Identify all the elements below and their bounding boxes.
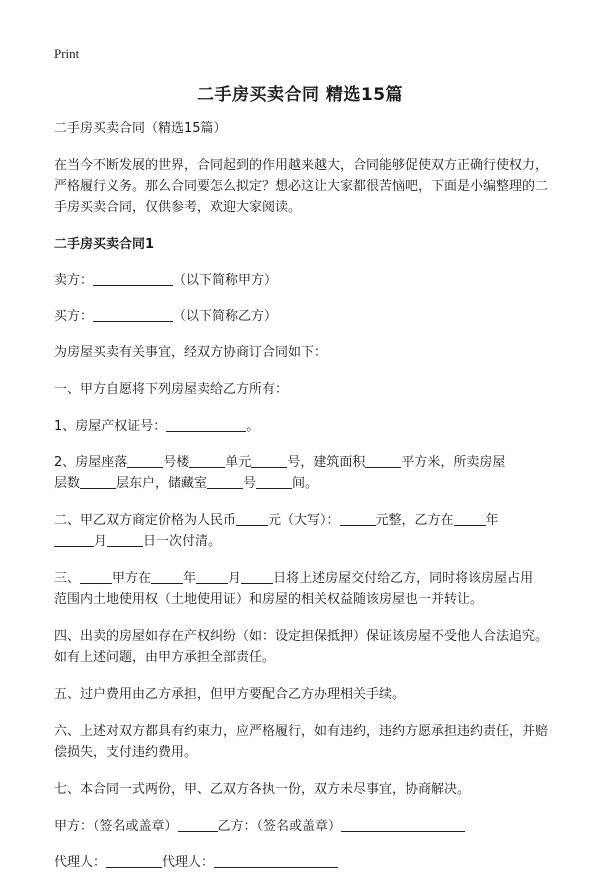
price-words-blank [340,512,376,526]
party-a-sign-label: 甲方：（签名或盖章） [54,819,178,834]
clause-1-item-2-text: 平方米，所卖房屋 [401,455,506,470]
seller-blank [93,272,173,286]
floors-blank [80,475,116,489]
rooms-blank [256,475,292,489]
clause-3-text: 年 [183,571,197,586]
clause-1-item-2-text: 号 [243,476,257,491]
document-title: 二手房买卖合同 精选15篇 [196,85,404,105]
party-b-sign-label: 乙方：（签名或盖章） [217,819,342,834]
clause-2-text: 元（大写）： [268,513,340,528]
clause-1-item-2-cont [54,473,554,494]
party-b-sign-blank [341,818,465,832]
intro-paragraph: 在当今不断发展的世界，合同起到的作用越来越大，合同能够促使双方正确行使权力，严格履行义务。那么合同要怎么拟定？想必这让大家都很苦恼吧，下面是小编整理的二手房买卖合同，仅供参考，欢迎大家阅读。 [54,158,549,215]
deed-number-blank [166,418,246,432]
seller-label: 卖方： [54,273,94,288]
clause-2-text: 月 [94,534,108,549]
unit-blank [251,454,287,468]
buyer-blank [93,308,173,322]
clause-6: 六、上述对双方都具有约束力，应严格履行，如有违约，违约方愿承担违约责任，并赔偿损失，支付违约费用。 [54,724,549,760]
storage-blank [207,475,243,489]
document-subtitle: 二手房买卖合同（精选15篇） [54,121,227,136]
clause-2-text: 元整，乙方在 [375,513,454,528]
clause-2-text: 年 [485,513,499,528]
area-blank [365,454,401,468]
building-blank [189,454,225,468]
clause-3-cont: 范围内土地使用权（土地使用证）和房屋的相关权益随该房屋也一并转让。 [54,592,484,607]
pay-month-blank [54,533,94,547]
handover-month-blank [196,570,228,584]
seller-suffix: （以下简称甲方） [173,273,278,288]
handover-blank [80,570,112,584]
clause-1-item-2-text: 号，建筑面积 [287,455,366,470]
handover-year-blank [151,570,183,584]
clause-1-item-2-text: 层东户，储藏室 [116,476,208,491]
clause-1-item-1-text: 1、房屋产权证号： [54,419,167,434]
party-a-sign-blank [178,818,218,832]
document-body [54,118,554,873]
clause-1-item-2-text: 层数 [54,476,81,491]
clause-3-text: 三、 [54,571,81,586]
clause-5: 五、过户费用由乙方承担，但甲方要配合乙方办理相关手续。 [54,687,406,702]
clause-1-item-2-text: 号楼 [163,455,190,470]
clause-1: 一、甲方自愿将下列房屋卖给乙方所有： [54,382,289,397]
clause-1-item-2 [54,452,554,473]
clause-1-item-2-text: 间。 [292,476,319,491]
preamble: 为房屋买卖有关事宜，经双方协商订合同如下： [54,345,328,360]
clause-3-text: 甲方在 [112,571,152,586]
location-blank [127,454,163,468]
signature-line [54,816,554,837]
clause-1-item-1 [54,416,554,437]
agent-a-blank [106,854,162,868]
agent-a-label: 代理人： [54,855,107,870]
pay-year-blank [454,512,486,526]
print-link[interactable]: Print [54,46,80,61]
clause-2-text: 二、甲乙双方商定价格为人民币 [54,513,237,528]
pay-day-blank [107,533,143,547]
agent-b-label: 代理人： [162,855,215,870]
agent-line [54,852,554,873]
clause-4: 四、出卖的房屋如存在产权纠纷（如：设定担保抵押）保证该房屋不受他人合法追究。如有上述问题，由甲方承担全部责任。 [54,629,549,665]
clause-2 [54,510,554,531]
price-blank [236,512,268,526]
agent-b-blank [214,854,338,868]
clause-3-text: 月 [228,571,242,586]
section-heading: 二手房买卖合同1 [54,237,155,252]
clause-2-cont [54,531,554,552]
buyer-label: 买方： [54,309,94,324]
seller-line [54,270,554,291]
buyer-line [54,306,554,327]
clause-1-item-2-text: 单元 [225,455,252,470]
clause-7: 七、本合同一式两份，甲、乙双方各执一份，双方未尽事宜，协商解决。 [54,782,471,797]
buyer-suffix: （以下简称乙方） [173,309,278,324]
clause-3 [54,568,554,589]
clause-1-item-1-end: 。 [246,419,260,434]
clause-3-text: 日将上述房屋交付给乙方，同时将该房屋占用 [273,571,534,586]
clause-1-item-2-text: 2、房屋座落 [54,455,128,470]
clause-2-text: 日一次付清。 [143,534,222,549]
handover-day-blank [241,570,273,584]
